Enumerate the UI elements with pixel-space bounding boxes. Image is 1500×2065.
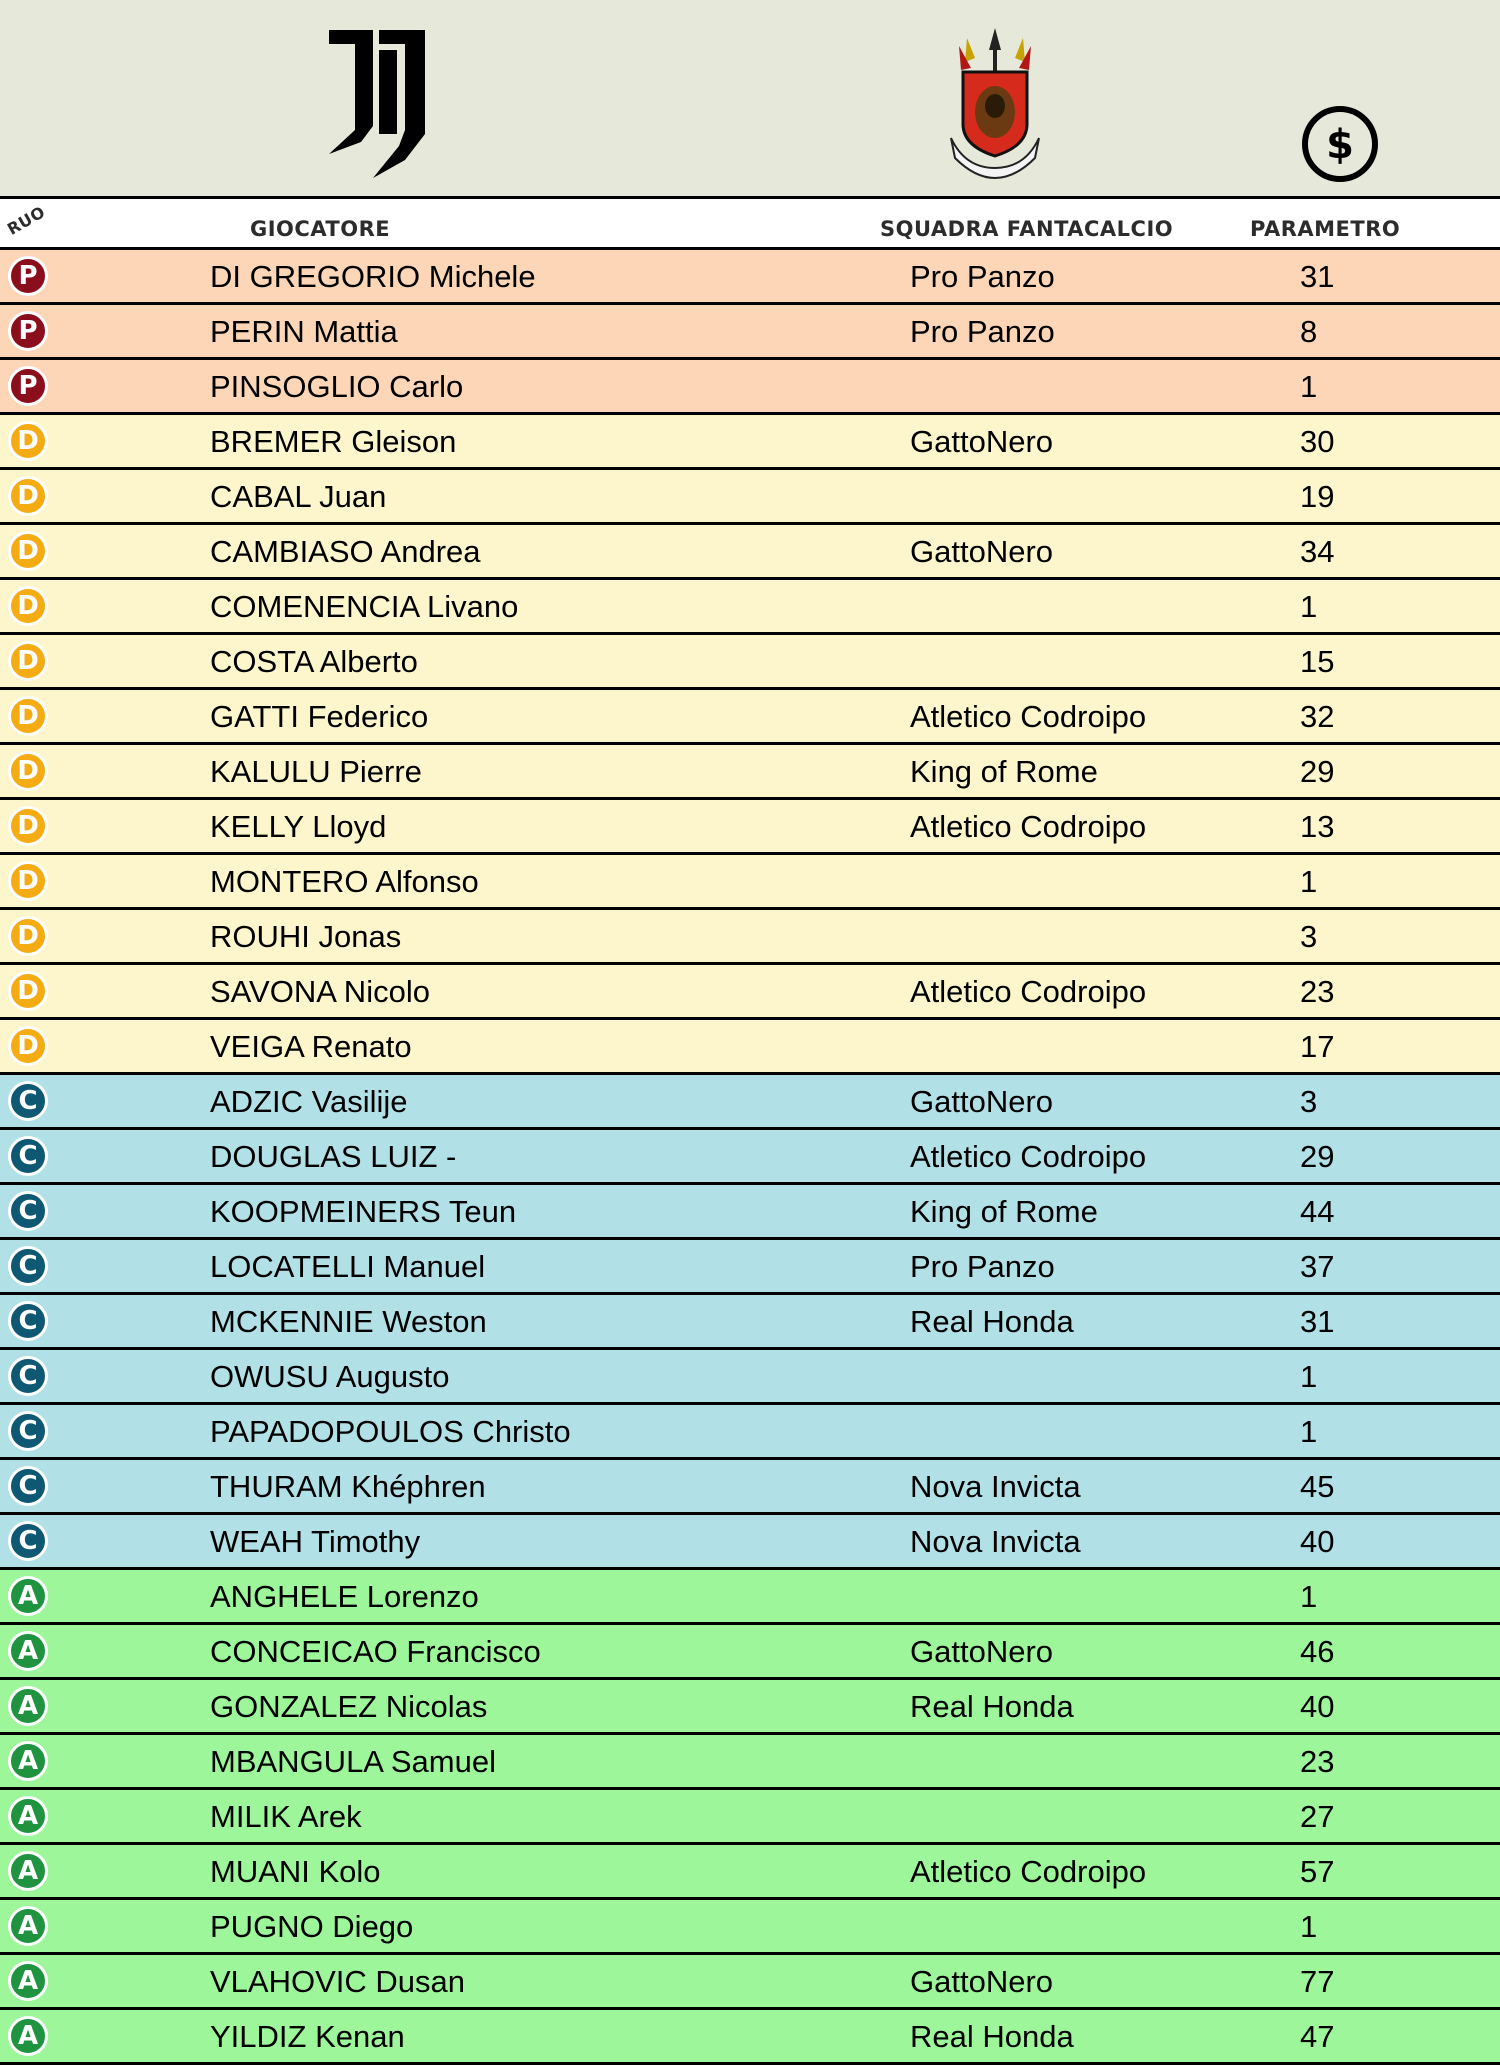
table-row [0,525,1500,580]
player-name: KALULU Pierre [210,754,422,789]
table-row [0,580,1500,635]
player-name: VEIGA Renato [210,1029,412,1064]
role-badge: A [8,2016,48,2056]
role-badge: C [8,1246,48,1286]
player-name: ROUHI Jonas [210,919,402,954]
player-parameter: 1 [1300,589,1318,624]
player-parameter: 1 [1300,864,1318,899]
player-parameter: 1 [1300,369,1318,404]
role-badge: C [8,1136,48,1176]
table-row [0,1075,1500,1130]
player-name: VLAHOVIC Dusan [210,1964,465,1999]
table-row [0,1900,1500,1955]
player-name: DI GREGORIO Michele [210,259,536,294]
fantasy-team: Atletico Codroipo [910,1139,1147,1174]
player-parameter: 34 [1300,534,1335,569]
player-name: KOOPMEINERS Teun [210,1194,517,1229]
table-row [0,1570,1500,1625]
table-row [0,1185,1500,1240]
player-name: MONTERO Alfonso [210,864,479,899]
fantasy-team: GattoNero [910,424,1054,459]
player-name: DOUGLAS LUIZ - [210,1139,457,1174]
dollar-coin-icon [1300,104,1380,184]
table-row [0,965,1500,1020]
table-row [0,415,1500,470]
player-name: GATTI Federico [210,699,429,734]
table-row [0,1735,1500,1790]
player-name: BREMER Gleison [210,424,457,459]
player-parameter: 23 [1300,1744,1335,1779]
player-name: WEAH Timothy [210,1524,421,1559]
fantasy-team: GattoNero [910,534,1054,569]
player-parameter: 27 [1300,1799,1335,1834]
role-badge: C [8,1191,48,1231]
column-header-team: SQUADRA FANTACALCIO [880,217,1174,241]
svg-text:$: $ [1326,122,1354,168]
fantasy-team: Real Honda [910,2019,1074,2054]
fantasy-team: Real Honda [910,1689,1074,1724]
table-row [0,360,1500,415]
player-parameter: 15 [1300,644,1335,679]
player-parameter: 31 [1300,1304,1335,1339]
table-row [0,1515,1500,1570]
player-name: CAMBIASO Andrea [210,534,481,569]
column-header-row [0,196,1500,250]
player-parameter: 13 [1300,809,1335,844]
table-row [0,1680,1500,1735]
player-name: COSTA Alberto [210,644,418,679]
role-badge: D [8,806,48,846]
player-parameter: 32 [1300,699,1335,734]
role-badge: D [8,916,48,956]
player-name: PUGNO Diego [210,1909,414,1944]
role-badge: A [8,1851,48,1891]
player-name: MILIK Arek [210,1799,362,1834]
table-row [0,800,1500,855]
fantasy-team: Atletico Codroipo [910,809,1147,844]
player-parameter: 45 [1300,1469,1335,1504]
player-name: YILDIZ Kenan [210,2019,405,2054]
role-badge: D [8,696,48,736]
role-badge: A [8,1906,48,1946]
column-header-role: RUO [3,202,49,239]
player-parameter: 1 [1300,1359,1318,1394]
player-parameter: 3 [1300,919,1318,954]
player-table [0,250,1500,2065]
player-parameter: 29 [1300,1139,1335,1174]
table-row [0,1405,1500,1460]
player-parameter: 3 [1300,1084,1318,1119]
player-name: ANGHELE Lorenzo [210,1579,479,1614]
table-row [0,2010,1500,2065]
player-name: MBANGULA Samuel [210,1744,496,1779]
fantasy-team: Nova Invicta [910,1469,1081,1504]
fantasy-team: Atletico Codroipo [910,699,1147,734]
table-row [0,1240,1500,1295]
player-parameter: 1 [1300,1414,1318,1449]
player-parameter: 57 [1300,1854,1335,1889]
role-badge: A [8,1961,48,2001]
role-badge: C [8,1521,48,1561]
player-parameter: 17 [1300,1029,1335,1064]
table-row [0,250,1500,305]
column-header-param: PARAMETRO [1250,217,1401,241]
fantasy-team: Pro Panzo [910,1249,1055,1284]
role-badge: A [8,1631,48,1671]
player-name: COMENENCIA Livano [210,589,519,624]
role-badge: D [8,1026,48,1066]
player-name: GONZALEZ Nicolas [210,1689,488,1724]
table-row [0,1845,1500,1900]
role-badge: A [8,1741,48,1781]
fantacalcio-crest-icon [945,28,1045,180]
role-badge: P [8,366,48,406]
fantasy-team: Real Honda [910,1304,1074,1339]
table-row [0,1625,1500,1680]
role-badge: C [8,1301,48,1341]
table-row [0,690,1500,745]
fantasy-team: Atletico Codroipo [910,1854,1147,1889]
role-badge: A [8,1796,48,1836]
player-parameter: 31 [1300,259,1335,294]
role-badge: D [8,531,48,571]
role-badge: D [8,751,48,791]
player-parameter: 40 [1300,1524,1335,1559]
table-row [0,1350,1500,1405]
role-badge: C [8,1411,48,1451]
fantasy-team: King of Rome [910,1194,1098,1229]
table-row [0,1295,1500,1350]
role-badge: C [8,1356,48,1396]
player-parameter: 1 [1300,1579,1318,1614]
table-row [0,910,1500,965]
player-name: PAPADOPOULOS Christo [210,1414,571,1449]
fantasy-team: GattoNero [910,1634,1054,1669]
player-parameter: 1 [1300,1909,1318,1944]
fantasy-team: Pro Panzo [910,259,1055,294]
fantasy-team: Nova Invicta [910,1524,1081,1559]
player-parameter: 47 [1300,2019,1335,2054]
fantasy-team: GattoNero [910,1964,1054,1999]
fantasy-team: GattoNero [910,1084,1054,1119]
player-parameter: 29 [1300,754,1335,789]
table-row [0,1460,1500,1515]
player-name: LOCATELLI Manuel [210,1249,486,1284]
player-name: OWUSU Augusto [210,1359,450,1394]
player-parameter: 77 [1300,1964,1335,1999]
player-name: CABAL Juan [210,479,387,514]
role-badge: D [8,641,48,681]
table-row [0,1955,1500,2010]
player-parameter: 37 [1300,1249,1335,1284]
table-row [0,470,1500,525]
player-name: CONCEICAO Francisco [210,1634,541,1669]
player-parameter: 19 [1300,479,1335,514]
header-area [0,0,1500,196]
role-badge: D [8,861,48,901]
player-parameter: 23 [1300,974,1335,1009]
table-row [0,305,1500,360]
table-row [0,1020,1500,1075]
table-row [0,855,1500,910]
player-name: THURAM Khéphren [210,1469,486,1504]
table-row [0,635,1500,690]
role-badge: C [8,1466,48,1506]
role-badge: A [8,1686,48,1726]
player-parameter: 40 [1300,1689,1335,1724]
role-badge: D [8,586,48,626]
player-name: MCKENNIE Weston [210,1304,487,1339]
role-badge: D [8,476,48,516]
player-name: MUANI Kolo [210,1854,381,1889]
player-parameter: 8 [1300,314,1318,349]
player-name: SAVONA Nicolo [210,974,430,1009]
column-header-player: GIOCATORE [250,217,391,241]
table-row [0,1790,1500,1845]
role-badge: P [8,311,48,351]
role-badge: P [8,256,48,296]
table-row [0,1130,1500,1185]
role-badge: D [8,421,48,461]
player-name: PERIN Mattia [210,314,398,349]
player-parameter: 44 [1300,1194,1335,1229]
player-parameter: 30 [1300,424,1335,459]
table-row [0,745,1500,800]
player-name: KELLY Lloyd [210,809,387,844]
fantasy-team: Pro Panzo [910,314,1055,349]
role-badge: D [8,971,48,1011]
player-parameter: 46 [1300,1634,1335,1669]
role-badge: C [8,1081,48,1121]
juventus-logo-icon [325,30,430,178]
fantasy-team: Atletico Codroipo [910,974,1147,1009]
role-badge: A [8,1576,48,1616]
fantasy-team: King of Rome [910,754,1098,789]
player-name: PINSOGLIO Carlo [210,369,464,404]
player-name: ADZIC Vasilije [210,1084,408,1119]
